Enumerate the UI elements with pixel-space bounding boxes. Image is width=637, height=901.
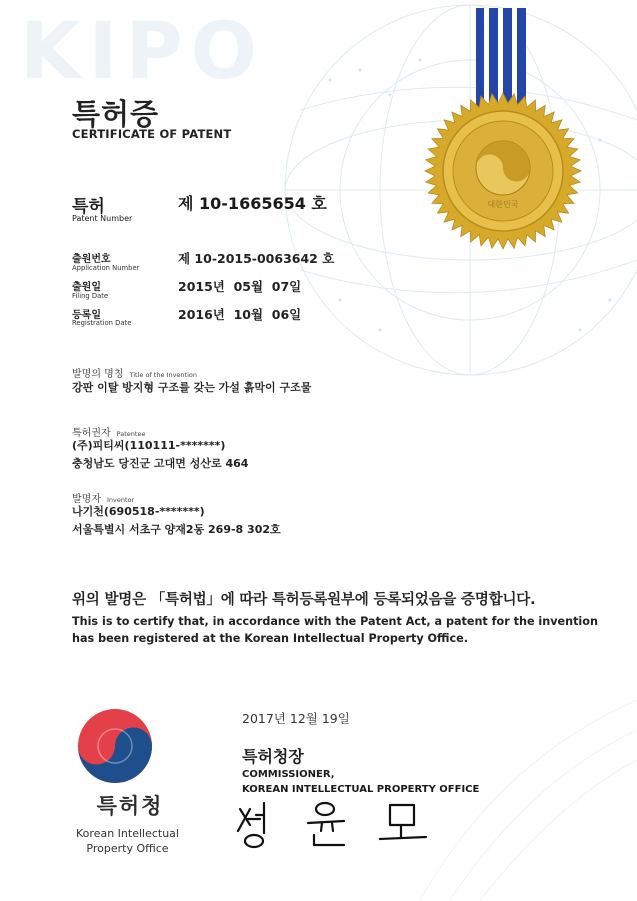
- kipo-name-en: [55, 826, 200, 856]
- certificate-title-en: CERTIFICATE OF PATENT: [72, 127, 232, 141]
- commissioner-title: 특허청장: [242, 747, 304, 766]
- registration-date-label-en: Registration Date: [72, 319, 132, 327]
- invention-label: 발명의 명칭: [72, 369, 124, 380]
- patentee-label: 특허권자: [72, 428, 111, 439]
- commissioner-en-line1: COMMISSIONER,: [242, 769, 335, 780]
- seal-text: 대한민국: [487, 200, 519, 209]
- kipo-watermark: KIPO: [20, 7, 265, 97]
- certificate-title: 특허증: [72, 97, 160, 131]
- application-number-label-en: Application Number: [72, 264, 140, 272]
- seal-ribbon: [476, 8, 526, 108]
- registration-date-label: 등록일: [72, 310, 101, 321]
- kipo-logo-icon: [75, 706, 155, 786]
- patent-number-label: 특허: [72, 197, 105, 217]
- kipo-name-ko: 특허청: [96, 794, 164, 818]
- certification-statement-en: [72, 613, 612, 647]
- certification-statement-ko: 위의 발명은 「특허법」에 따라 특허등록원부에 등록되었음을 증명합니다.: [72, 592, 536, 608]
- filing-date-label-en: Filing Date: [72, 292, 109, 300]
- filing-date-value: 2015년 05월 07일: [178, 279, 302, 294]
- commissioner-en-line2: KOREAN INTELLECTUAL PROPERTY OFFICE: [242, 784, 480, 795]
- gold-seal: [425, 93, 581, 249]
- commissioner-title-en: [242, 767, 479, 797]
- issue-date: 2017년 12월 19일: [242, 711, 350, 726]
- filing-date-label: 출원일: [72, 282, 101, 293]
- inventor-label: 발명자: [72, 494, 101, 505]
- bottom-wave: [420, 700, 637, 900]
- inventor-label-en: Inventor: [106, 496, 135, 504]
- application-number-value: 제 10-2015-0063642 호: [178, 251, 335, 266]
- inventor-name: 나기천(690518-*******): [72, 505, 205, 518]
- inventor-address: 서울특별시 서초구 양재2동 269-8 302호: [72, 523, 281, 536]
- patentee-address: 충청남도 당진군 고대면 성산로 464: [72, 457, 249, 470]
- patentee-name: (주)피티씨(110111-*******): [72, 439, 226, 452]
- kipo-name-en-line2: Property Office: [86, 842, 169, 855]
- certification-en-line1: This is to certify that, in accordance with the Patent Act, a patent for the invention: [72, 615, 598, 628]
- commissioner-signature: [230, 795, 440, 855]
- patentee-label-en: Patentee: [116, 430, 146, 438]
- kipo-name-en-line1: Korean Intellectual: [76, 827, 179, 840]
- patent-number-label-en: Patent Number: [72, 214, 133, 223]
- invention-title: 강판 이탈 방지형 구조를 갖는 가설 흙막이 구조물: [72, 381, 312, 394]
- certification-en-line2: has been registered at the Korean Intellectual Property Office.: [72, 632, 468, 645]
- application-number-label: 출원번호: [72, 254, 111, 265]
- invention-label-en: Title of the Invention: [129, 371, 197, 379]
- patent-number-value: 제 10-1665654 호: [178, 194, 327, 213]
- registration-date-value: 2016년 10월 06일: [178, 307, 302, 322]
